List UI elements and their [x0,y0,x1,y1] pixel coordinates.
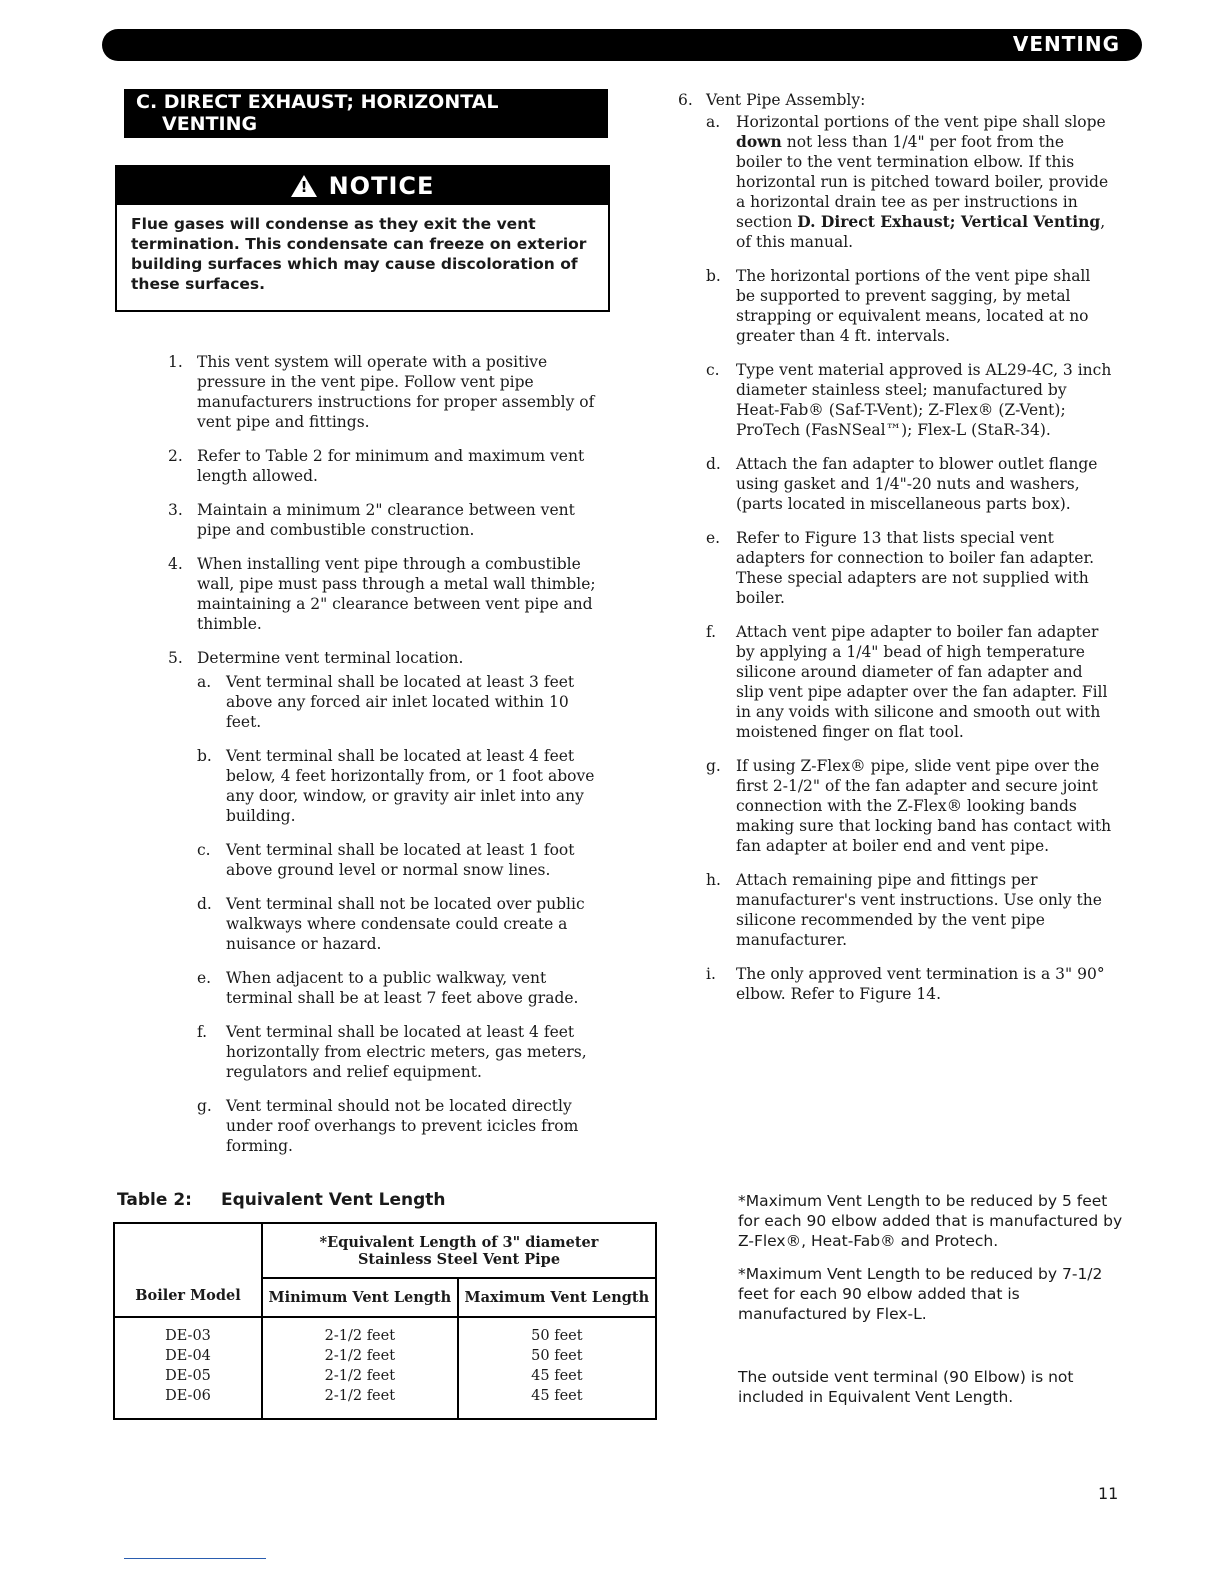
item-text: Determine vent terminal location. [197,649,464,667]
sub-letter: e. [197,969,212,987]
item-number: 5. [168,649,183,667]
sublist-item [706,756,1114,856]
model-cell: DE-03 DE-04 DE-05 DE-06 [114,1317,262,1419]
table-label: Table 2: [117,1190,192,1210]
sublist-item [706,454,1114,514]
sublist-item [706,964,1114,1004]
sublist [168,672,608,1156]
note-1: *Maximum Vent Length to be reduced by 5 feet for each 90 elbow added that is manufactured by Z-Flex®, Heat-Fab® and Protech. [738,1192,1123,1250]
notice-box [115,165,610,312]
right-column [678,90,1114,1018]
section-title-line2: VENTING [162,113,258,135]
sub-text: If using Z-Flex® pipe, slide vent pipe over the first 2-1/2" of the fan adapter and secure joint connection with the Z-Flex® looking bands making sure that locking band has contact with fan adapter at boiler end and vent pipe. [736,757,1112,855]
sub-text: Vent terminal shall not be located over public walkways where condensate could create a nuisance or hazard. [226,895,585,953]
list-item [168,648,608,668]
page-number: 11 [1098,1484,1119,1503]
sub-text: Attach vent pipe adapter to boiler fan adapter by applying a 1/4" bead of high temperature silicone around diameter of fan adapter and slip vent pipe adapter over the fan adapter. Fill in any voids with silicone and smooth out with moistened finger on flat tool. [736,623,1108,741]
max-length-cell: 50 feet 50 feet 45 feet 45 feet [458,1317,656,1419]
sub-letter: b. [706,267,721,285]
item-text: Refer to Table 2 for minimum and maximum vent length allowed. [197,447,585,485]
item-text: This vent system will operate with a positive pressure in the vent pipe. Follow vent pipe manufacturers instructions for proper assembly of vent pipe and fittings. [197,353,595,431]
sublist-item [197,1096,608,1156]
sublist-item [197,968,608,1008]
sub-text: Horizontal portions of the vent pipe shall slope down not less than 1/4" per foot from the boiler to the vent termination elbow. If this horizontal run is pitched toward boiler, provide a horizontal drain tee as per instructions in section D. Direct Exhaust; Vertical Venting, of this manual. [736,113,1109,251]
section-title-line1: C. DIRECT EXHAUST; HORIZONTAL [136,91,499,113]
sub-text: Attach the fan adapter to blower outlet flange using gasket and 1/4"-20 nuts and washers, (parts located in miscellaneous parts box). [736,455,1098,513]
item-number: 1. [168,353,183,371]
sub-text: Vent terminal should not be located directly under roof overhangs to prevent icicles from forming. [226,1097,579,1155]
sub-letter: d. [197,895,212,913]
item-text: When installing vent pipe through a combustible wall, pipe must pass through a metal wall thimble; maintaining a 2" clearance between vent pipe and thimble. [197,555,596,633]
sub-text: The only approved vent termination is a 3" 90° elbow. Refer to Figure 14. [736,965,1105,1003]
sublist-item [706,528,1114,608]
table-row [114,1317,656,1419]
sub-letter: f. [706,623,717,641]
table-title [117,1190,446,1210]
sublist-item [706,360,1114,440]
item-number: 2. [168,447,183,465]
sublist-item [197,746,608,826]
sub-letter: d. [706,455,721,473]
table-caption: Equivalent Vent Length [221,1190,446,1210]
sublist-item [706,112,1114,252]
sublist-item [706,266,1114,346]
section-heading [124,89,608,138]
group-header: *Equivalent Length of 3" diameter Stainless Steel Vent Pipe [262,1223,656,1278]
sub-letter: e. [706,529,721,547]
warning-icon [291,175,317,197]
max-length-header: Maximum Vent Length [458,1278,656,1317]
sublist-item [706,870,1114,950]
item-number: 6. [678,91,693,109]
sub-text: The horizontal portions of the vent pipe shall be supported to prevent sagging, by metal strapping or equivalent means, located at no greater than 4 ft. intervals. [736,267,1091,345]
sublist-item [197,894,608,954]
sub-letter: c. [197,841,211,859]
item-number: 4. [168,555,183,573]
header-bar [102,29,1142,61]
min-length-cell: 2-1/2 feet 2-1/2 feet 2-1/2 feet 2-1/2 feet [262,1317,458,1419]
list-item [168,500,608,540]
footer-line [124,1558,266,1559]
note-2: *Maximum Vent Length to be reduced by 7-1/2 feet for each 90 elbow added that is manufactured by Flex-L. [738,1265,1103,1323]
item-number: 3. [168,501,183,519]
sub-letter: c. [706,361,720,379]
sublist-item [197,840,608,880]
sub-letter: a. [197,673,212,691]
notice-label: NOTICE [328,172,435,200]
item-text: Maintain a minimum 2" clearance between vent pipe and combustible construction. [197,501,575,539]
section-tag: VENTING [1012,32,1120,56]
boiler-model-header: Boiler Model [114,1223,262,1317]
sub-letter: a. [706,113,721,131]
left-column [168,352,608,1170]
sub-text: Vent terminal shall be located at least 4 feet below, 4 feet horizontally from, or 1 foot above any door, window, or gravity air inlet into any building. [226,747,595,825]
notice-header [117,167,608,205]
vent-length-table [113,1222,657,1420]
sub-letter: f. [197,1023,208,1041]
sub-text: Refer to Figure 13 that lists special vent adapters for connection to boiler fan adapter. These special adapters are not supplied with boiler. [736,529,1095,607]
note-3: The outside vent terminal (90 Elbow) is not included in Equivalent Vent Length. [738,1368,1074,1406]
sub-text: When adjacent to a public walkway, vent terminal shall be at least 7 feet above grade. [226,969,579,1007]
sub-letter: i. [706,965,716,983]
list-item [678,90,1114,110]
list-item [168,446,608,486]
list-item [168,554,608,634]
item-text: Vent Pipe Assembly: [706,91,866,109]
sub-text: Type vent material approved is AL29-4C, 3 inch diameter stainless steel; manufactured by Heat-Fab® (Saf-T-Vent); Z-Flex® (Z-Vent); ProTech (FasNSeal™); Flex-L (StaR-34). [736,361,1112,439]
sub-text: Vent terminal shall be located at least 1 foot above ground level or normal snow lines. [226,841,575,879]
min-length-header: Minimum Vent Length [262,1278,458,1317]
sublist [678,112,1114,1004]
notice-text: Flue gases will condense as they exit the vent termination. This condensate can freeze on exterior building surfaces which may cause discoloration of these surfaces. [131,215,587,293]
sublist-item [706,622,1114,742]
sub-letter: g. [706,757,721,775]
sub-letter: b. [197,747,212,765]
sub-letter: h. [706,871,721,889]
sub-text: Vent terminal shall be located at least 3 feet above any forced air inlet located within 10 feet. [226,673,575,731]
sublist-item [197,672,608,732]
sublist-item [197,1022,608,1082]
sub-letter: g. [197,1097,212,1115]
list-item [168,352,608,432]
sub-text: Attach remaining pipe and fittings per manufacturer's vent instructions. Use only the silicone recommended by the vent pipe manufacturer. [736,871,1102,949]
sub-text: Vent terminal shall be located at least 4 feet horizontally from electric meters, gas meters, regulators and relief equipment. [226,1023,587,1081]
